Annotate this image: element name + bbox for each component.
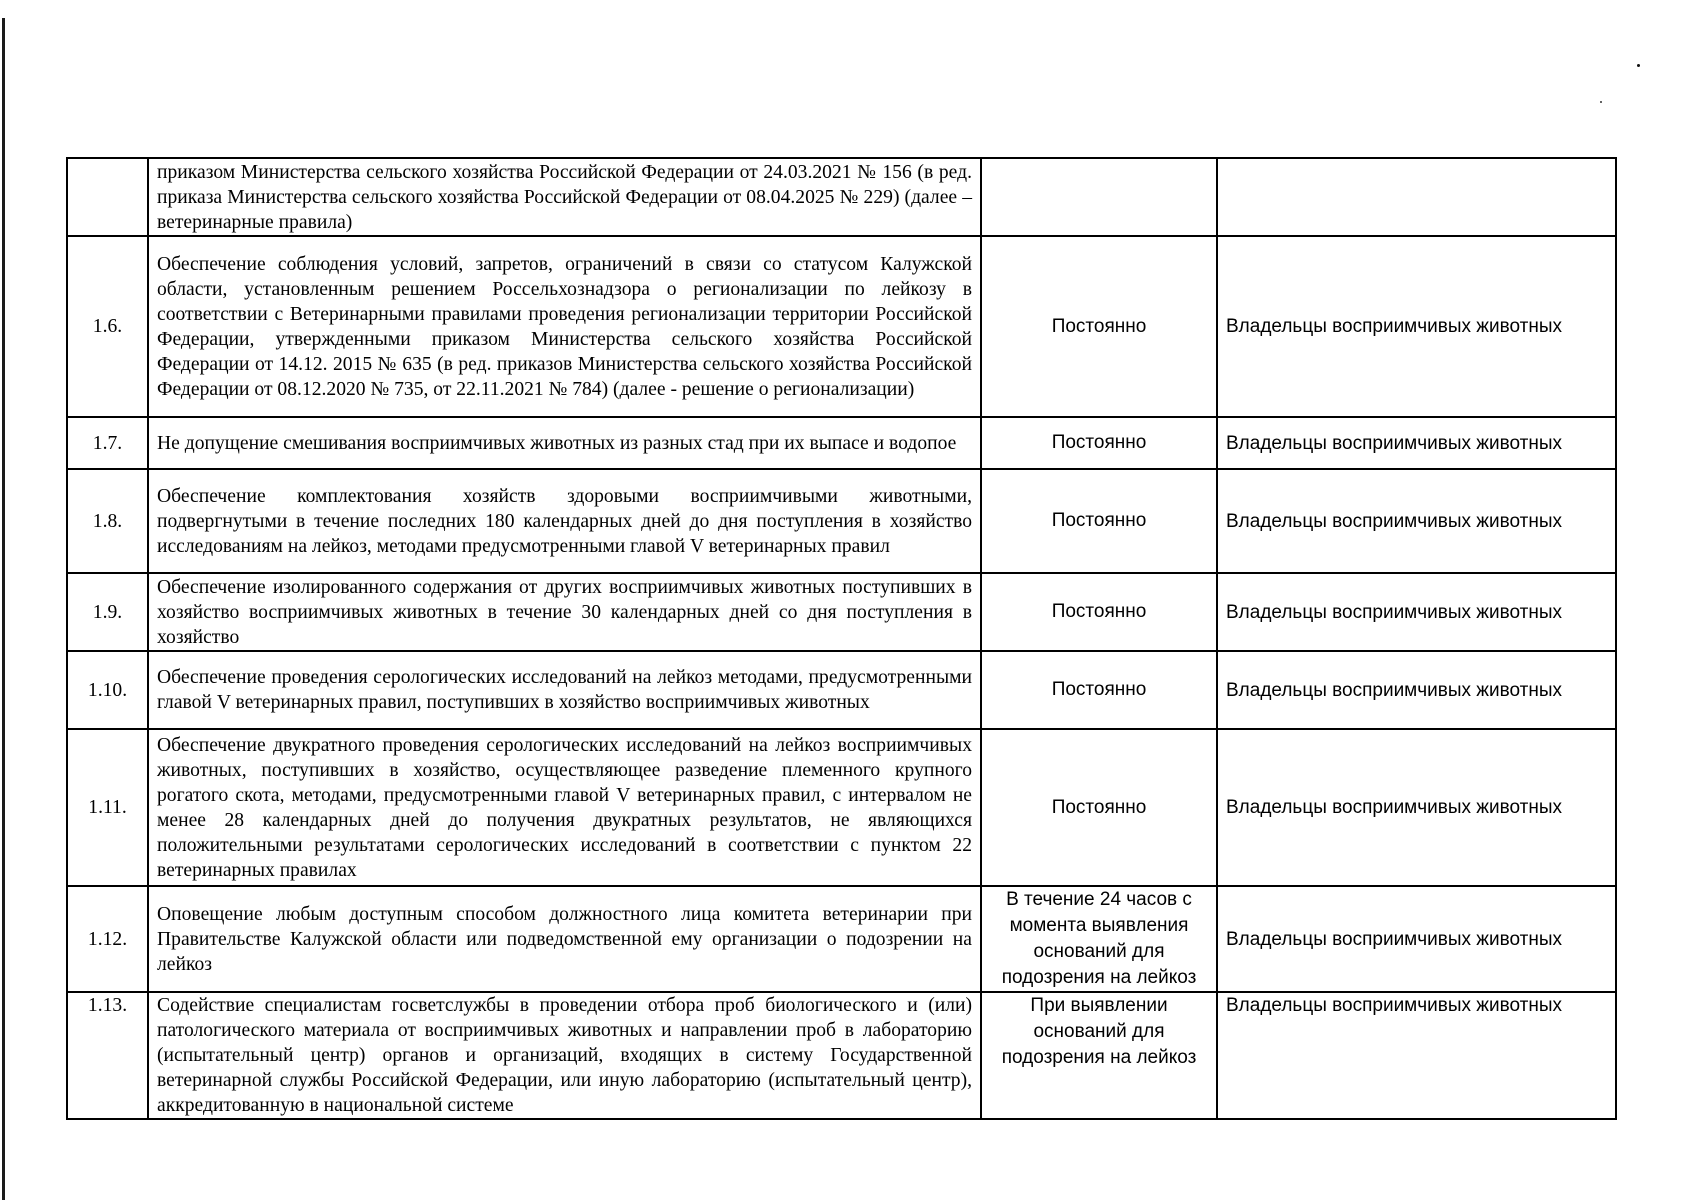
table-row [67,158,1616,236]
responsible-cell: Владельцы восприимчивых животных [1217,729,1616,886]
term-cell [981,158,1217,236]
term-cell: Постоянно [981,573,1217,651]
scan-border-line [2,18,5,1200]
term-cell: При выявлении оснований для подозрения на лейкоз [981,992,1217,1119]
measures-table [66,157,1617,1120]
responsible-cell: Владельцы восприимчивых животных [1217,417,1616,469]
measure-text: Обеспечение проведения серологических исследований на лейкоз методами, предусмотренными главой V ветеринарных правил, поступивших в хозяйство восприимчивых животных [148,651,981,729]
term-cell: Постоянно [981,651,1217,729]
scan-speck [1637,64,1640,67]
measure-text: Обеспечение изолированного содержания от других восприимчивых животных поступивших в хозяйство восприимчивых животных в течение 30 календарных дней со дня поступления в хозяйство [148,573,981,651]
measure-text: Не допущение смешивания восприимчивых животных из разных стад при их выпасе и водопое [148,417,981,469]
responsible-cell: Владельцы восприимчивых животных [1217,886,1616,992]
table-row [67,651,1616,729]
responsible-cell: Владельцы восприимчивых животных [1217,651,1616,729]
row-number: 1.11. [67,729,148,886]
measure-text: Обеспечение соблюдения условий, запретов, ограничений в связи со статусом Калужской области, установленным решением Россельхознадзора о регионализации по лейкозу в соответствии с Ветеринарными правилами проведения регионализации территории Российской Федерации, утвержденными приказом Министерства сельского хозяйства Российской Федерации от 14.12. 2015 № 635 (в ред. приказов Министерства сельского хозяйства Российской Федерации от 08.12.2020 № 735, от 22.11.2021 № 784) (далее - решение о регионализации) [148,236,981,417]
term-cell: В течение 24 часов с момента выявления оснований для подозрения на лейкоз [981,886,1217,992]
row-number: 1.13. [67,992,148,1119]
responsible-cell: Владельцы восприимчивых животных [1217,236,1616,417]
responsible-cell: Владельцы восприимчивых животных [1217,469,1616,573]
row-number: 1.8. [67,469,148,573]
measure-text: Содействие специалистам госветслужбы в проведении отбора проб биологического и (или) патологического материала от восприимчивых животных и направлении проб в лабораторию (испытательный центр) органов и организаций, входящих в систему Государственной ветеринарной службы Российской Федерации, или иную лабораторию (испытательный центр), аккредитованную в национальной системе [148,992,981,1119]
term-cell: Постоянно [981,729,1217,886]
measure-text: Обеспечение двукратного проведения серологических исследований на лейкоз восприимчивых животных, поступивших в хозяйство, осуществляющее разведение племенного крупного рогатого скота, методами, предусмотренными главой V ветеринарных правил, с интервалом не менее 28 календарных дней до получения двукратных результатов, не являющихся положительными результатами серологических исследований в соответствии с пунктом 22 ветеринарных правилах [148,729,981,886]
row-number: 1.9. [67,573,148,651]
measure-text: Обеспечение комплектования хозяйств здоровыми восприимчивыми животными, подвергнутыми в течение последних 180 календарных дней до дня поступления в хозяйство исследованиям на лейкоз, методами предусмотренными главой V ветеринарных правил [148,469,981,573]
measure-text: Оповещение любым доступным способом должностного лица комитета ветеринарии при Правительстве Калужской области или подведомственной ему организации о подозрении на лейкоз [148,886,981,992]
table-row [67,992,1616,1119]
measure-text: приказом Министерства сельского хозяйства Российской Федерации от 24.03.2021 № 156 (в ред. приказа Министерства сельского хозяйства Российской Федерации от 08.04.2025 № 229) (далее – ветеринарные правила) [148,158,981,236]
row-number: 1.10. [67,651,148,729]
table-row [67,886,1616,992]
table-row [67,417,1616,469]
row-number: 1.12. [67,886,148,992]
term-cell: Постоянно [981,469,1217,573]
row-number [67,158,148,236]
responsible-cell: Владельцы восприимчивых животных [1217,573,1616,651]
responsible-cell [1217,158,1616,236]
scan-speck [1600,101,1602,103]
term-cell: Постоянно [981,417,1217,469]
row-number: 1.7. [67,417,148,469]
row-number: 1.6. [67,236,148,417]
table-row [67,236,1616,417]
term-cell: Постоянно [981,236,1217,417]
table-row [67,729,1616,886]
table-row [67,573,1616,651]
responsible-cell: Владельцы восприимчивых животных [1217,992,1616,1119]
table-row [67,469,1616,573]
